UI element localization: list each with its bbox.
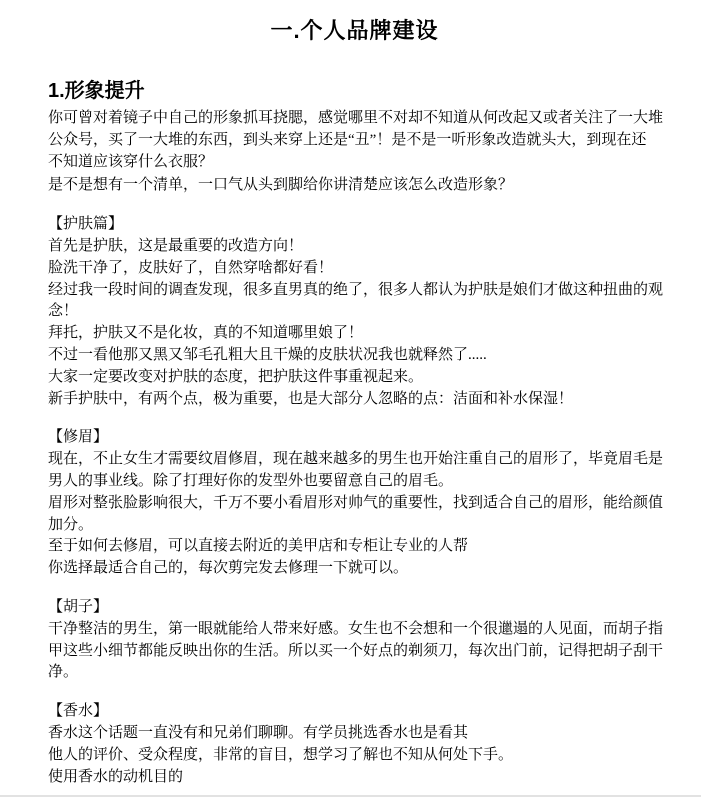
- intro-paragraph-1: [48, 108, 664, 173]
- text-line: 现在，不止女生才需要纹眉修眉，现在越来越多的男生也开始注重自己的眉形了，毕竟眉毛是: [48, 451, 664, 468]
- text-line: 脸洗干净了，皮肤好了，自然穿啥都好看！: [48, 259, 334, 276]
- text-line: 净。: [48, 664, 79, 681]
- text-line: 公众号，买了一大堆的东西，到头来穿上还是“丑”！是不是一听形象改造就头大，到现在还: [48, 131, 647, 148]
- text-line: 使用香水的动机目的: [48, 768, 184, 785]
- section-heading-image-improvement: 1.形象提升: [48, 80, 145, 102]
- section-header-eyebrows: 【修眉】: [48, 429, 109, 446]
- text-line: 不知道应该穿什么衣服？: [48, 153, 214, 170]
- text-line: 男人的事业线。除了打理好你的发型外也要留意自己的眉毛。: [48, 472, 454, 489]
- section-header-skincare: 【护肤篇】: [48, 216, 124, 233]
- text-line: 甲这些小细节都能反映出你的生活。所以买一个好点的剃须刀，每次出门前，记得把胡子刮干: [48, 642, 664, 659]
- intro-paragraph-2: 是不是想有一个清单，一口气从头到脚给你讲清楚应该怎么改造形象？: [48, 177, 514, 194]
- text-line: 他人的评价、受众程度，非常的盲目，想学习了解也不知从何处下手。: [48, 746, 514, 763]
- text-line: 干净整洁的男生，第一眼就能给人带来好感。女生也不会想和一个很邋遢的人见面，而胡子指: [48, 620, 664, 637]
- text-line: 你可曾对着镜子中自己的形象抓耳挠腮，感觉哪里不对却不知道从何改起又或者关注了一大堆: [48, 110, 664, 126]
- text-line: 不过一看他那又黑又邹毛孔粗大且干燥的皮肤状况我也就释然了.....: [48, 346, 487, 363]
- document-page: [0, 16, 701, 788]
- section-skincare: [48, 214, 664, 410]
- text-line: 念！: [48, 303, 79, 320]
- text-line: 加分。: [48, 516, 94, 533]
- document-title: 一.个人品牌建设: [270, 18, 439, 43]
- text-line: 首先是护肤，这是最重要的改造方向！: [48, 237, 304, 254]
- section-eyebrows: [48, 427, 664, 580]
- text-line: 你选择最适合自己的，每次剪完发去修理一下就可以。: [48, 560, 409, 577]
- text-line: 新手护肤中，有两个点，极为重要，也是大部分人忽略的点：洁面和补水保湿！: [48, 390, 574, 407]
- text-line: 经过我一段时间的调查发现，很多直男真的绝了，很多人都认为护肤是娘们才做这种扭曲的观: [48, 281, 664, 298]
- section-beard: [48, 597, 664, 684]
- text-line: 香水这个话题一直没有和兄弟们聊聊。有学员挑选香水也是看其: [48, 724, 469, 741]
- section-header-perfume: 【香水】: [48, 703, 109, 720]
- section-header-beard: 【胡子】: [48, 598, 109, 615]
- section-perfume: [48, 701, 661, 788]
- text-line: 拜托，护肤又不是化妆，真的不知道哪里娘了！: [48, 325, 364, 342]
- text-line: 至于如何去修眉，可以直接去附近的美甲店和专柜让专业的人帮: [48, 538, 469, 555]
- page-bottom-divider: [0, 795, 701, 797]
- text-line: 大家一定要改变对护肤的态度，把护肤这件事重视起来。: [48, 368, 424, 385]
- text-line: 眉形对整张脸影响很大，千万不要小看眉形对帅气的重要性，找到适合自己的眉形，能给颜值: [48, 494, 664, 511]
- sections-container: [48, 214, 664, 788]
